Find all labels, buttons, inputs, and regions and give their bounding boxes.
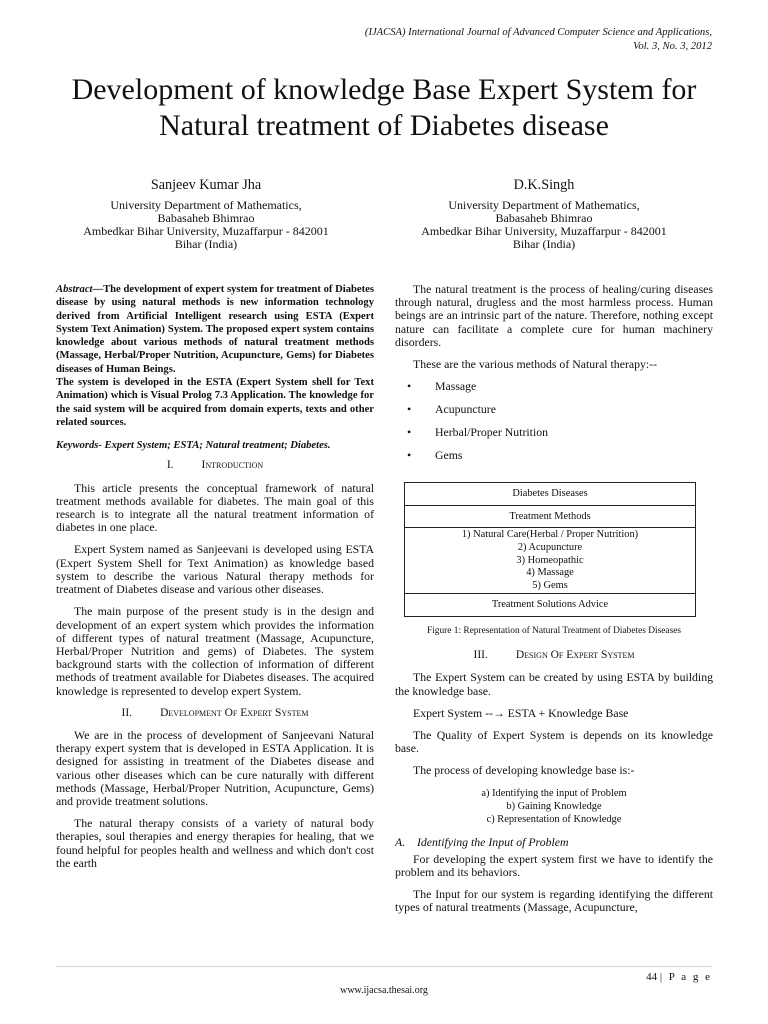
design-formula: Expert System --→ ESTA + Knowledge Base: [413, 705, 629, 720]
list-item-label: Gems: [435, 448, 463, 463]
author-affiliation-line: University Department of Mathematics,: [110, 198, 302, 212]
author-affiliation-line: Babasaheb Bhimrao: [495, 211, 593, 225]
natural-treatment-paragraph: The natural treatment is the process of healing/curing diseases through natural, drugless and the most harmless process. Human beings are an intrinsic part of the nature. Therefore, nothing except nature can facilitate a complete cure for human machinery disorders.: [395, 282, 713, 349]
figure-caption: Figure 1: Representation of Natural Treatment of Diabetes Diseases: [426, 625, 682, 636]
page-number: [646, 971, 712, 983]
methods-intro-paragraph: These are the various methods of Natural therapy:--: [413, 357, 658, 372]
author-affiliation-line: Babasaheb Bhimrao: [157, 211, 255, 225]
design-paragraph-1: The Expert System can be created by using ESTA by building the knowledge base.: [395, 670, 713, 698]
method-line: 5) Gems: [532, 579, 568, 591]
intro-paragraph-1: This article presents the conceptual framework of natural treatment methods available for diabetes. The main goal of this research is to integrate all the natural treatment information of diabetes in one place.: [56, 480, 374, 535]
list-item-label: Acupuncture: [435, 402, 496, 417]
section-title: Introduction: [201, 459, 264, 472]
abstract-dash: —: [92, 284, 104, 295]
abstract-label: Abstract: [56, 284, 93, 295]
table-row: Treatment Methods: [405, 506, 695, 529]
process-step: b) Gaining Knowledge: [506, 800, 602, 812]
bullet-icon: •: [407, 402, 412, 417]
section-number: III.: [473, 649, 488, 662]
bullet-icon: •: [407, 448, 412, 463]
footer-url-link[interactable]: www.ijacsa.thesai.org: [340, 985, 428, 996]
author-affiliation-line: Ambedkar Bihar University, Muzaffarpur - 842001: [421, 224, 667, 238]
author-affiliation-line: University Department of Mathematics,: [448, 198, 640, 212]
intro-paragraph-2: Expert System named as Sanjeevani is developed using ESTA (Expert System Shell for Text Animation) as knowledge based system to describe the various Natural therapy methods for treatment of Diabetes disease and various other diseases.: [56, 542, 374, 597]
list-item-label: Herbal/Proper Nutrition: [435, 425, 549, 440]
section-number: I.: [166, 459, 174, 472]
journal-header: [192, 26, 712, 53]
method-line: 1) Natural Care(Herbal / Proper Nutrition): [461, 529, 639, 541]
development-paragraph-1: We are in the process of development of Sanjeevani Natural therapy expert system that is developed in ESTA Application. It is designed for assisting in treatment of the Diabetes disease and various other diseases which can be cure naturally with different methods (Massage, Herbal/Proper Nutrition, Acupuncture, Gems) and provide treatment solutions.: [56, 727, 374, 808]
section-heading-design: [395, 649, 713, 662]
section-heading-development: [56, 707, 374, 720]
abstract-text: The development of expert system for treatment of Diabetes disease by using natural methods is new information technology derived from Artificial Intelligent research using ESTA (Expert System Text Animation) System. The proposed expert system contains knowledge about various methods of natural treatment methods (Massage, Herbal/Proper Nutrition, Acupuncture, Gems) for Diabetes diseases of Human Beings.: [56, 284, 374, 375]
list-item: [395, 449, 713, 472]
method-line: 4) Massage: [526, 567, 574, 579]
section-title: Development Of Expert System: [160, 706, 309, 719]
table-row: Diabetes Diseases: [405, 483, 695, 506]
development-paragraph-2: The natural therapy consists of a variety of natural body therapies, soul therapies and energy therapies for healing, that we found helpful for peoples health and wellness and which don't cost the earth: [56, 816, 374, 870]
paper-title-line-2: Natural treatment of Diabetes disease: [159, 109, 609, 142]
left-column: [56, 283, 374, 879]
methods-bullet-list: [395, 380, 713, 472]
paper-title-line-1: Development of knowledge Base Expert System for: [71, 73, 697, 106]
list-item: [395, 403, 713, 426]
right-column: [395, 283, 713, 924]
keywords: Keywords- Expert System; ESTA; Natural treatment; Diabetes.: [56, 440, 331, 452]
author-block-2: [379, 178, 709, 251]
page-number-value: 44: [646, 971, 658, 983]
author-affiliation-line: Ambedkar Bihar University, Muzaffarpur - 842001: [83, 224, 329, 238]
section-heading-introduction: [56, 459, 374, 472]
process-step: a) Identifying the input of Problem: [481, 787, 627, 799]
method-line: 2) Acupuncture: [517, 542, 583, 553]
design-paragraph-3: The process of developing knowledge base is:-: [413, 763, 635, 778]
author-name: Sanjeev Kumar Jha: [150, 177, 262, 193]
author-block-1: [41, 178, 371, 251]
input-paragraph-2: The Input for our system is regarding identifying the different types of natural treatments (Massage, Acupuncture,: [395, 887, 713, 915]
page-label: | P a g e: [659, 971, 712, 983]
table-row: Treatment Solutions Advice: [491, 599, 609, 611]
table-row-methods: [405, 528, 695, 594]
design-paragraph-2: The Quality of Expert System is depends on its knowledge base.: [395, 727, 713, 756]
author-affiliation-line: Bihar (India): [512, 237, 576, 251]
figure-1-table: [404, 482, 696, 617]
subsection-heading: A. Identifying the Input of Problem: [395, 834, 569, 849]
input-paragraph-1: For developing the expert system first we have to identify the problem and its behaviors.: [395, 851, 713, 879]
journal-name: (IJACSA) International Journal of Advanced Computer Science and Applications,: [364, 27, 712, 38]
abstract-paragraph-2: The system is developed in the ESTA (Expert System shell for Text Animation) which is Visual Prolog 7.3 Application. The knowledge for the said system will be acquired from domain experts, texts and other related sources.: [56, 377, 374, 428]
section-number: II.: [121, 706, 133, 719]
author-name: D.K.Singh: [513, 177, 575, 193]
list-item: [395, 426, 713, 449]
list-item: [395, 380, 713, 403]
method-line: 3) Homeopathic: [516, 554, 584, 566]
intro-paragraph-3: The main purpose of the present study is in the design and development of an expert system which provides the information of different types of natural treatment (Massage, Acupuncture, Herbal/Proper Nutrition and gems) of Diabetes. The system background starts with the collection of information of different methods of treatment available for Diabetes diseases. The acquired knowledge is represented to develop expert System.: [56, 604, 374, 698]
paper-title: [40, 72, 728, 144]
footer-divider: [56, 966, 712, 967]
process-step: c) Representation of Knowledge: [486, 813, 622, 825]
journal-volume: Vol. 3, No. 3, 2012: [633, 40, 712, 52]
bullet-icon: •: [407, 379, 412, 394]
bullet-icon: •: [407, 425, 412, 440]
process-steps: [395, 787, 713, 826]
section-title: Design Of Expert System: [515, 649, 635, 662]
abstract-paragraph-1: [56, 283, 374, 376]
list-item-label: Massage: [435, 379, 477, 394]
author-affiliation-line: Bihar (India): [174, 237, 238, 251]
